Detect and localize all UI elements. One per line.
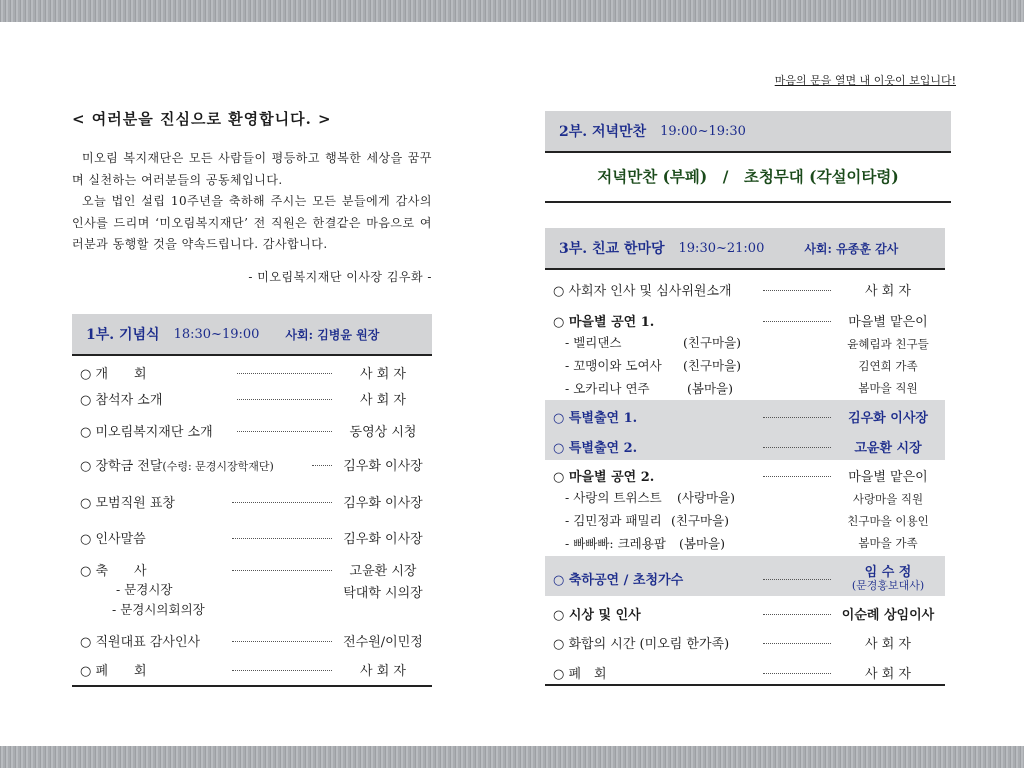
program-presenter: 친구마을 이용인 xyxy=(847,514,929,528)
program-presenter: 사 회 자 xyxy=(865,284,911,299)
program-sub-item: - 오카리나 연주 xyxy=(565,381,650,396)
program-presenter: 사 회 자 xyxy=(865,637,911,652)
program-item: ○ 특별출연 2. xyxy=(553,441,638,456)
program-sub-item: - 꼬맹이와 도여사 xyxy=(565,358,662,373)
program-presenter-note: (문경홍보대사) xyxy=(851,579,925,592)
welcome-intro xyxy=(72,148,432,256)
program-item: ○ 미오림복지재단 소개 xyxy=(80,425,213,440)
dot-leader xyxy=(763,614,831,615)
program-sub-item: - 빠빠빠: 크레용팝 xyxy=(565,536,666,551)
program-item: ○ 사회자 인사 및 심사위원소개 xyxy=(553,284,732,299)
part2-content: 저녁만찬 (부페) / 초청무대 (각설이타령) xyxy=(597,167,899,186)
program-item: ○ 폐 회 xyxy=(80,664,147,679)
dot-leader xyxy=(763,476,831,477)
program-sub-item: - 사랑의 트위스트 xyxy=(565,490,662,505)
program-item: ○ 인사말씀 xyxy=(80,532,146,547)
program-presenter: 마을별 맡은이 xyxy=(848,470,928,485)
program-presenter: 봄마을 직원 xyxy=(858,381,918,395)
program-presenter: 봄마을 가족 xyxy=(858,536,918,550)
dot-leader xyxy=(763,417,831,418)
part1-header xyxy=(72,314,432,356)
part1-title: 1부. 기념식 xyxy=(86,327,160,343)
dot-leader xyxy=(763,673,831,674)
program-item: ○ 마을별 공연 1. xyxy=(553,315,655,330)
part2-title: 2부. 저녁만찬 xyxy=(559,124,647,140)
program-presenter: 사 회 자 xyxy=(865,667,911,682)
program-presenter: 사 회 자 xyxy=(360,367,406,382)
slogan: 마음의 문을 열면 내 이웃이 보입니다! xyxy=(774,74,956,87)
program-presenter: 김우화 이사장 xyxy=(343,496,423,511)
dot-leader xyxy=(312,465,332,466)
part1-program-list xyxy=(72,360,432,688)
program-sub-item: - 벨리댄스 xyxy=(565,335,622,350)
part3-title: 3부. 친교 한마당 xyxy=(559,241,665,257)
program-item: ○ 축하공연 / 초청가수 xyxy=(553,573,684,588)
program-presenter: 김우화 이사장 xyxy=(343,532,423,547)
program-presenter: 고윤환 시장 xyxy=(349,564,417,579)
part2-time: 19:00~19:30 xyxy=(660,123,746,139)
dot-leader xyxy=(232,670,332,671)
dot-leader xyxy=(763,321,831,322)
dot-leader xyxy=(763,447,831,448)
program-presenter: 김연희 가족 xyxy=(858,359,918,373)
program-item-note: (수령: 문경시장학재단) xyxy=(162,460,274,473)
program-presenter: 탁대학 시의장 xyxy=(343,586,423,601)
program-presenter: 마을별 맡은이 xyxy=(848,315,928,330)
dot-leader xyxy=(237,373,332,374)
program-item: ○ 시상 및 인사 xyxy=(553,608,641,623)
program-item: ○ 모범직원 표창 xyxy=(80,496,175,511)
dot-leader xyxy=(232,641,332,642)
program-item: ○ 직원대표 감사인사 xyxy=(80,635,201,650)
dot-leader xyxy=(232,502,332,503)
part2-header xyxy=(545,111,951,153)
part1-bottom-rule xyxy=(72,685,432,687)
intro-paragraph: 오늘 법인 설립 10주년을 축하해 주시는 모든 분들에게 감사의 인사를 드리며 ‘미오림복지재단’ 전 직원은 한결같은 마음으로 여러분과 동행할 것을 약속드립니다. 감사합니다. xyxy=(72,194,432,251)
intro-paragraph: 미오림 복지재단은 모든 사람들이 평등하고 행복한 세상을 꿈꾸며 실천하는 여러분들의 공동체입니다. xyxy=(72,151,432,187)
program-sub-item: - 김민정과 패밀리 xyxy=(565,513,662,528)
dot-leader xyxy=(763,643,831,644)
part1-time: 18:30~19:00 xyxy=(173,326,260,342)
program-sub-group: (친구마을) xyxy=(683,358,742,373)
program-presenter: 김우화 이사장 xyxy=(343,459,423,474)
program-item: ○ 폐 회 xyxy=(553,667,607,682)
part3-program-list xyxy=(545,272,945,686)
program-presenter: 전수원/이민정 xyxy=(343,635,423,650)
program-sub-group: (봄마을) xyxy=(679,536,725,551)
part3-bottom-rule xyxy=(545,684,945,686)
dot-leader xyxy=(763,290,831,291)
program-item: ○ 화합의 시간 (미오림 한가족) xyxy=(553,637,730,652)
program-sub-group: (사랑마을) xyxy=(677,490,736,505)
program-sub-group: (봄마을) xyxy=(687,381,733,396)
part1-host: 사회: 김병윤 원장 xyxy=(285,327,380,342)
bottom-decorative-band xyxy=(0,746,1024,768)
dot-leader xyxy=(232,538,332,539)
part3-time: 19:30~21:00 xyxy=(678,240,765,256)
dot-leader xyxy=(237,399,332,400)
program-sub-item: - 문경시의회의장 xyxy=(112,602,205,617)
welcome-title: < 여러분을 진심으로 환영합니다. > xyxy=(72,110,332,128)
program-presenter: 임 수 정 xyxy=(864,565,912,580)
dot-leader xyxy=(763,579,831,580)
program-sub-group: (친구마을) xyxy=(671,513,730,528)
program-presenter: 이순례 상임이사 xyxy=(841,608,935,623)
program-presenter: 동영상 시청 xyxy=(349,425,417,440)
program-item: ○ 참석자 소개 xyxy=(80,393,163,408)
program-item-text: ○ 장학금 전달 xyxy=(80,459,163,474)
program-item: ○ 개 회 xyxy=(80,367,147,382)
program-item xyxy=(80,455,274,474)
top-decorative-band xyxy=(0,0,1024,22)
program-item: ○ 특별출연 1. xyxy=(553,411,638,426)
program-presenter: 사 회 자 xyxy=(360,664,406,679)
program-item: ○ 마을별 공연 2. xyxy=(553,470,655,485)
part3-host: 사회: 유종훈 감사 xyxy=(804,241,899,256)
program-presenter: 고윤환 시장 xyxy=(854,441,922,456)
dot-leader xyxy=(237,431,332,432)
program-presenter: 윤혜림과 친구들 xyxy=(847,337,929,351)
part2-bottom-rule xyxy=(545,201,951,203)
part3-header xyxy=(545,228,945,270)
dot-leader xyxy=(232,570,332,571)
program-presenter: 사 회 자 xyxy=(360,393,406,408)
program-presenter: 사랑마을 직원 xyxy=(852,492,924,506)
program-sub-item: - 문경시장 xyxy=(116,582,173,597)
program-sub-group: (친구마을) xyxy=(683,335,742,350)
welcome-signature: - 미오림복지재단 이사장 김우화 - xyxy=(248,270,432,284)
program-item: ○ 축 사 xyxy=(80,564,147,579)
program-presenter: 김우화 이사장 xyxy=(848,411,928,426)
